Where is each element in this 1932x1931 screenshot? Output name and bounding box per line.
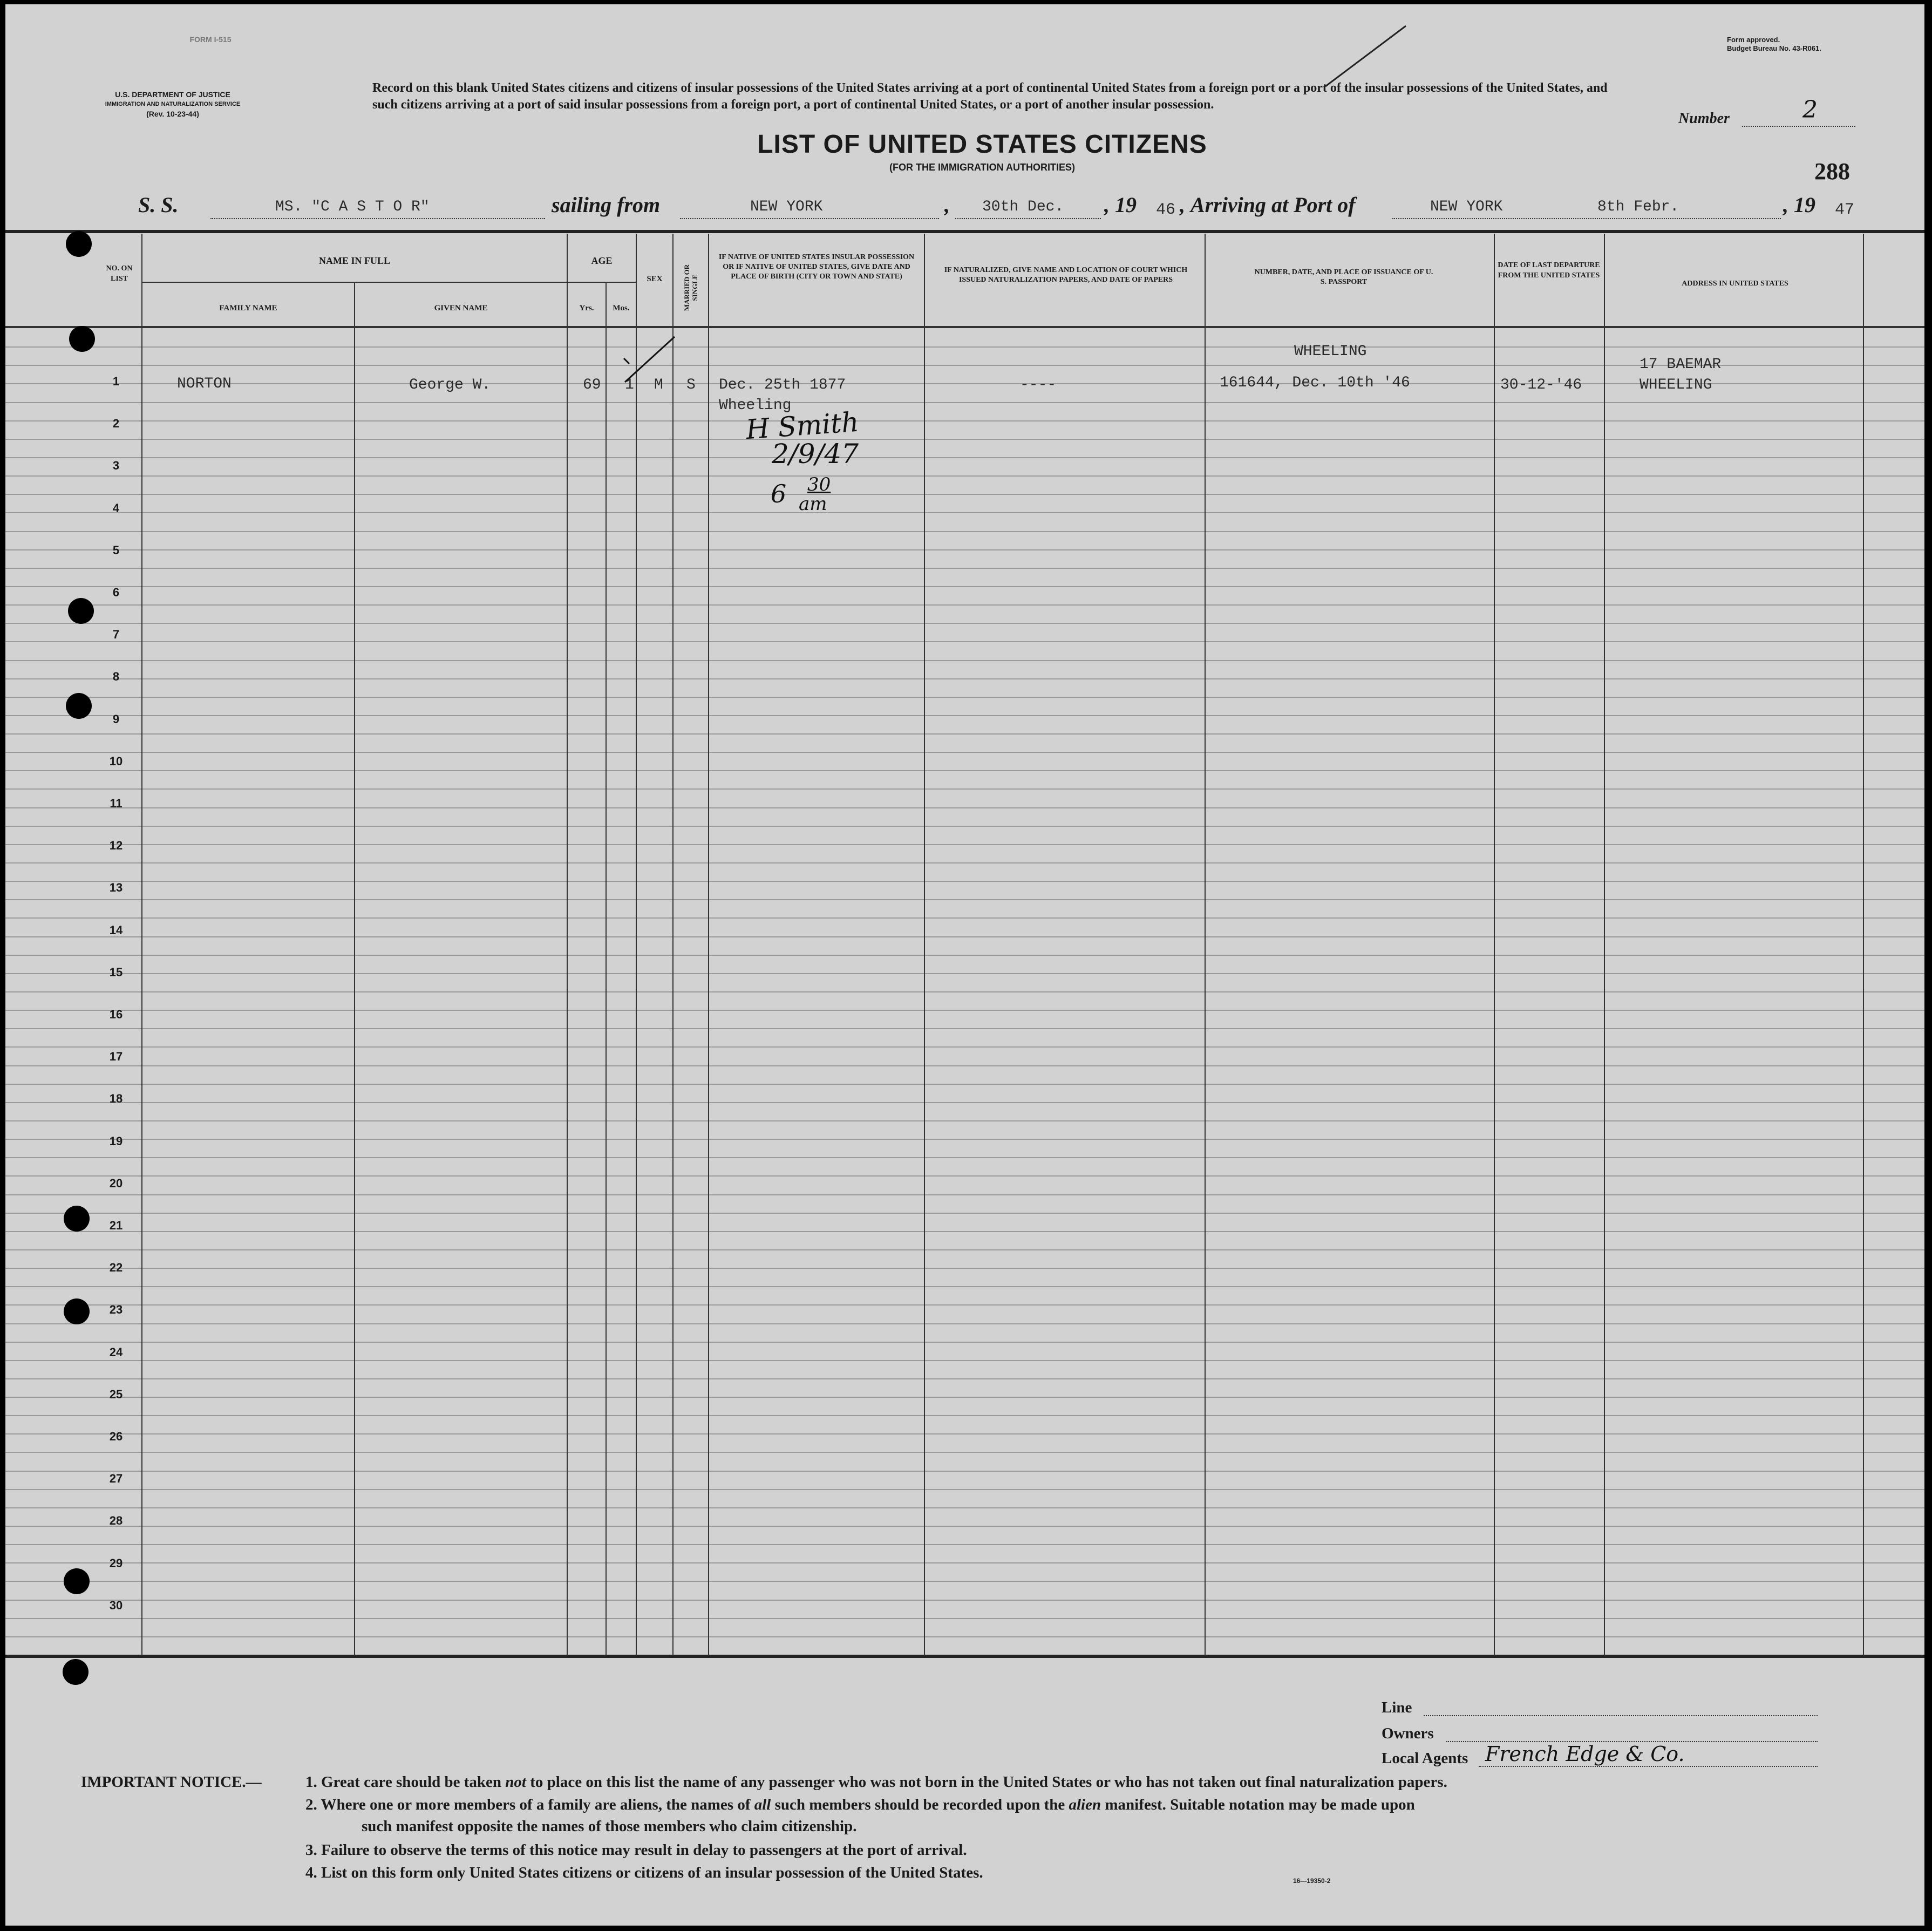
- row-rule: [5, 1342, 1924, 1343]
- handwritten-time-minutes: 30: [807, 474, 831, 495]
- header-bottom-border: [5, 326, 1924, 328]
- entry-age-months: 1: [625, 377, 634, 393]
- col-divider-departure: [1604, 234, 1605, 1656]
- row-number: 5: [112, 543, 120, 557]
- col-divider-native: [924, 234, 925, 1656]
- check-mark: [621, 330, 680, 390]
- row-rule: [5, 788, 1924, 790]
- arrival-year-century: 19: [1794, 193, 1815, 217]
- row-rule: [5, 568, 1924, 569]
- row-rule: [5, 1378, 1924, 1379]
- row-number: 7: [112, 628, 120, 641]
- department-name: U.S. DEPARTMENT OF JUSTICE: [115, 90, 230, 99]
- punch-hole: [66, 693, 92, 719]
- header-sex: SEX: [647, 275, 663, 283]
- row-number: 17: [109, 1050, 123, 1063]
- sailing-from-port: NEW YORK: [750, 199, 823, 215]
- row-rule: [5, 881, 1924, 882]
- row-rule: [5, 1397, 1924, 1398]
- row-rule: [5, 439, 1924, 440]
- row-rule: [5, 1194, 1924, 1195]
- notice-item-1-number: 1.: [305, 1773, 317, 1791]
- entry-marital: S: [686, 377, 696, 393]
- page-title: LIST OF UNITED STATES CITIZENS: [757, 130, 1207, 159]
- arrival-year: 47: [1835, 201, 1855, 219]
- entry-passport-place: WHEELING: [1294, 343, 1367, 360]
- header-passport: NUMBER, DATE, AND PLACE OF ISSUANCE OF U. S. PASSPORT: [1254, 268, 1433, 286]
- row-rule: [5, 1157, 1924, 1158]
- row-number: 4: [112, 501, 120, 515]
- row-rule: [5, 973, 1924, 974]
- entry-birth-place: Wheeling: [719, 397, 792, 414]
- row-rule: [5, 697, 1924, 698]
- notice-item-1-text-b: to place on this list the name of any passenger who was not born in the United States or who has not taken out final naturalization papers.: [526, 1773, 1447, 1791]
- row-rule: [5, 1046, 1924, 1048]
- row-rule: [5, 1175, 1924, 1177]
- row-rule: [5, 1618, 1924, 1619]
- row-rule: [5, 899, 1924, 900]
- entry-naturalized: ----: [1020, 377, 1057, 393]
- notice-item-2-text-c: manifest. Suitable notation may be made upon: [1101, 1796, 1415, 1813]
- row-rule: [5, 955, 1924, 956]
- arrival-date: 8th Febr.: [1597, 199, 1679, 215]
- owners-label: Owners: [1382, 1725, 1434, 1742]
- row-rule: [5, 383, 1924, 384]
- row-rule: [5, 1268, 1924, 1269]
- budget-bureau: Budget Bureau No. 43-R061.: [1727, 44, 1821, 52]
- row-rule: [5, 1120, 1924, 1121]
- header-family-name: FAMILY NAME: [219, 304, 277, 312]
- col-divider-mos: [636, 234, 637, 1656]
- entry-address-line2: WHEELING: [1640, 377, 1712, 393]
- col-divider-sex: [672, 234, 674, 1656]
- manifest-page: [5, 4, 1924, 1926]
- pen-stroke-mark: [1322, 24, 1409, 89]
- notice-item-3-text: Failure to observe the terms of this notice may result in delay to passengers at the port of arrival.: [321, 1841, 967, 1859]
- entry-address-line1: 17 BAEMAR: [1640, 356, 1722, 373]
- form-approved: Form approved.: [1727, 36, 1780, 44]
- ship-dotted-line: [210, 218, 545, 219]
- row-rule: [5, 1139, 1924, 1140]
- row-number: 1: [112, 375, 120, 388]
- row-number: 13: [109, 881, 123, 894]
- header-address: ADDRESS IN UNITED STATES: [1682, 280, 1788, 288]
- row-number: 10: [109, 754, 123, 768]
- header-naturalized: IF NATURALIZED, GIVE NAME AND LOCATION OF COURT WHICH ISSUED NATURALIZATION PAPERS, AND DATE OF PAPERS: [944, 266, 1188, 284]
- col-divider-no: [141, 234, 142, 1656]
- entry-family-name: NORTON: [177, 376, 232, 392]
- entry-birth-date: Dec. 25th 1877: [719, 377, 846, 393]
- row-number: 29: [109, 1556, 123, 1570]
- arrival-port: NEW YORK: [1430, 199, 1503, 215]
- service-name: IMMIGRATION AND NATURALIZATION SERVICE: [105, 101, 241, 107]
- row-number: 3: [112, 459, 120, 472]
- row-rule: [5, 1507, 1924, 1508]
- table-top-border: [5, 230, 1924, 233]
- line-dotted-line: [1424, 1715, 1818, 1716]
- row-rule: [5, 1581, 1924, 1582]
- local-agents-value: French Edge & Co.: [1485, 1742, 1685, 1766]
- row-rule: [5, 1636, 1924, 1637]
- notice-item-3-number: 3.: [305, 1841, 317, 1859]
- row-number: 25: [109, 1388, 123, 1401]
- row-number: 8: [112, 670, 120, 683]
- header-married-or-single: MARRIED OR SINGLE: [683, 264, 699, 311]
- row-rule: [5, 678, 1924, 679]
- entry-sex: M: [654, 377, 663, 393]
- row-rule: [5, 917, 1924, 919]
- row-number: 21: [109, 1219, 123, 1232]
- col-divider-address: [1863, 234, 1864, 1656]
- number-value: 2: [1802, 96, 1818, 124]
- row-rule: [5, 826, 1924, 827]
- entry-given-name: George W.: [409, 377, 491, 393]
- record-instructions: Record on this blank United States citizens and citizens of insular possessions of the United States arriving at a port of continental United States from a foreign port or a port of the insular possessions of the United States, and such citizens arriving at a port of said insular possessions from a foreign port, a port of continental United States, or a port of another insular possession.: [372, 81, 1608, 112]
- row-number: 23: [109, 1303, 123, 1316]
- table-bottom-border: [5, 1655, 1924, 1658]
- row-rule: [5, 1433, 1924, 1434]
- notice-item-2-emphasis-alien: alien: [1069, 1796, 1101, 1813]
- row-rule: [5, 733, 1924, 735]
- row-number: 19: [109, 1134, 123, 1148]
- header-mos: Mos.: [613, 304, 630, 312]
- ship-name: MS. "C A S T O R": [275, 199, 430, 215]
- notice-item-2-continued: such manifest opposite the names of those members who claim citizenship.: [362, 1818, 857, 1835]
- row-number: 15: [109, 966, 123, 979]
- sailing-year: 46: [1156, 201, 1176, 219]
- notice-item-2: [305, 1795, 1415, 1815]
- row-rule: [5, 531, 1924, 532]
- row-rule: [5, 1065, 1924, 1066]
- row-rule: [5, 1452, 1924, 1453]
- row-number: 30: [109, 1599, 123, 1612]
- col-divider-family: [354, 283, 355, 1656]
- header-last-departure: DATE OF LAST DEPARTURE FROM THE UNITED STATES: [1498, 261, 1600, 280]
- entry-last-departure: 30-12-'46: [1500, 377, 1582, 393]
- notice-item-4-number: 4.: [305, 1864, 317, 1881]
- row-number: 26: [109, 1430, 123, 1443]
- col-divider-given: [567, 234, 568, 1656]
- row-number: 14: [109, 923, 123, 937]
- arrival-dotted-line: [1392, 218, 1781, 219]
- notice-item-2-text-b: such members should be recorded upon the: [771, 1796, 1069, 1813]
- row-rule: [5, 549, 1924, 550]
- row-rule: [5, 1360, 1924, 1361]
- age-header-underline: [568, 282, 636, 283]
- row-rule: [5, 586, 1924, 587]
- revision-date: (Rev. 10-23-44): [146, 110, 199, 118]
- row-number: 20: [109, 1177, 123, 1190]
- punch-hole: [63, 1659, 89, 1685]
- row-rule: [5, 641, 1924, 642]
- line-label: Line: [1382, 1699, 1412, 1716]
- row-rule: [5, 604, 1924, 606]
- handwritten-signature: H Smith: [745, 406, 860, 446]
- row-rule: [5, 844, 1924, 845]
- row-rule: [5, 1084, 1924, 1085]
- sailing-date-comma: ,: [944, 193, 950, 217]
- ss-label: S. S.: [138, 193, 179, 217]
- sailing-year-prefix: , 19: [1104, 193, 1137, 217]
- row-rule: [5, 1028, 1924, 1029]
- notice-item-1-text-a: Great care should be taken: [321, 1773, 506, 1791]
- header-age: AGE: [591, 255, 613, 266]
- row-rule: [5, 457, 1924, 458]
- handwritten-date: 2/9/47: [772, 438, 859, 470]
- row-rule: [5, 1544, 1924, 1545]
- sailing-year-century: 19: [1115, 193, 1137, 217]
- row-rule: [5, 752, 1924, 753]
- row-rule: [5, 1489, 1924, 1490]
- row-rule: [5, 807, 1924, 808]
- number-dotted-line: [1742, 126, 1855, 127]
- notice-item-4-text: List on this form only United States citizens or citizens of an insular possession of the United States.: [321, 1864, 983, 1881]
- name-header-underline: [142, 282, 567, 283]
- notice-item-4: [305, 1863, 983, 1883]
- page-subtitle: (FOR THE IMMIGRATION AUTHORITIES): [889, 162, 1075, 173]
- row-rule: [5, 1213, 1924, 1214]
- punch-hole: [69, 326, 95, 352]
- notice-item-3: [305, 1840, 967, 1860]
- row-rule: [5, 1600, 1924, 1601]
- row-rule: [5, 365, 1924, 366]
- entry-passport-number-date: 161644, Dec. 10th '46: [1220, 375, 1410, 391]
- row-rule: [5, 862, 1924, 863]
- entry-age-years: 69: [583, 377, 601, 393]
- punch-hole: [66, 231, 92, 257]
- arriving-label: , Arriving at Port of: [1180, 193, 1356, 217]
- punch-hole: [68, 598, 94, 624]
- sailing-from-dotted-line: [680, 218, 939, 219]
- row-rule: [5, 1526, 1924, 1527]
- row-rule: [5, 1471, 1924, 1472]
- row-rule: [5, 715, 1924, 716]
- row-number: 9: [112, 712, 120, 726]
- agents-dotted-line: [1479, 1766, 1818, 1767]
- row-number: 6: [112, 586, 120, 599]
- print-code: 16—19350-2: [1293, 1877, 1331, 1885]
- col-divider-naturalized: [1205, 234, 1206, 1656]
- row-rule: [5, 660, 1924, 661]
- row-rule: [5, 1562, 1924, 1563]
- header-name-in-full: NAME IN FULL: [318, 255, 390, 266]
- punch-hole: [64, 1206, 90, 1232]
- col-divider-marital: [708, 234, 709, 1656]
- notice-item-1-emphasis: not: [505, 1773, 526, 1791]
- local-agents-label: Local Agents: [1382, 1750, 1468, 1767]
- notice-item-2-number: 2.: [305, 1796, 317, 1813]
- col-divider-yrs: [606, 283, 607, 1656]
- row-rule: [5, 420, 1924, 421]
- row-rule: [5, 936, 1924, 937]
- row-number: 12: [109, 839, 123, 852]
- sailing-date: 30th Dec.: [982, 199, 1064, 215]
- sailing-date-dotted-line: [955, 218, 1101, 219]
- row-number: 18: [109, 1092, 123, 1105]
- row-rule: [5, 623, 1924, 624]
- row-number: 27: [109, 1472, 123, 1485]
- row-number: 11: [110, 797, 123, 810]
- number-label: Number: [1678, 110, 1730, 127]
- handwritten-time-ampm: am: [799, 493, 827, 515]
- header-given-name: GIVEN NAME: [434, 304, 488, 312]
- row-number: 16: [109, 1008, 123, 1021]
- arrival-year-prefix: , 19: [1783, 193, 1815, 217]
- col-divider-passport: [1494, 234, 1495, 1656]
- row-rule: [5, 1286, 1924, 1287]
- punch-hole: [64, 1568, 90, 1594]
- handwritten-time-hour: 6: [771, 479, 787, 508]
- row-number: 22: [109, 1261, 123, 1274]
- arriving-label-text: Arriving at Port of: [1191, 193, 1356, 217]
- notice-item-2-emphasis-all: all: [754, 1796, 771, 1813]
- row-rule: [5, 494, 1924, 495]
- punch-hole: [64, 1298, 90, 1324]
- notice-item-2-text-a: Where one or more members of a family are aliens, the names of: [321, 1796, 754, 1813]
- row-number: 2: [112, 417, 120, 430]
- form-number: FORM I-515: [189, 35, 232, 44]
- row-rule: [5, 770, 1924, 771]
- header-no-on-list: NO. ON LIST: [106, 264, 133, 283]
- notice-heading: IMPORTANT NOTICE.—: [81, 1773, 262, 1791]
- row-rule: [5, 1010, 1924, 1011]
- row-rule: [5, 1323, 1924, 1324]
- sailing-from-label: sailing from: [552, 193, 661, 217]
- row-rule: [5, 402, 1924, 403]
- page-number: 288: [1814, 158, 1850, 185]
- row-rule: [5, 1304, 1924, 1306]
- row-rule: [5, 1102, 1924, 1103]
- row-rule: [5, 475, 1924, 477]
- row-number: 24: [109, 1345, 123, 1359]
- notice-item-1: [305, 1772, 1447, 1792]
- row-rule: [5, 1231, 1924, 1232]
- row-rule: [5, 1249, 1924, 1250]
- header-native: IF NATIVE OF UNITED STATES INSULAR POSSESSION OR IF NATIVE OF UNITED STATES, GIVE DATE AND PLACE OF BIRTH (CITY OR TOWN AND STATE): [718, 253, 915, 281]
- row-rule: [5, 346, 1924, 348]
- header-yrs: Yrs.: [579, 304, 594, 312]
- row-number: 28: [109, 1514, 123, 1527]
- row-rule: [5, 1415, 1924, 1416]
- row-rule: [5, 512, 1924, 513]
- row-rule: [5, 991, 1924, 992]
